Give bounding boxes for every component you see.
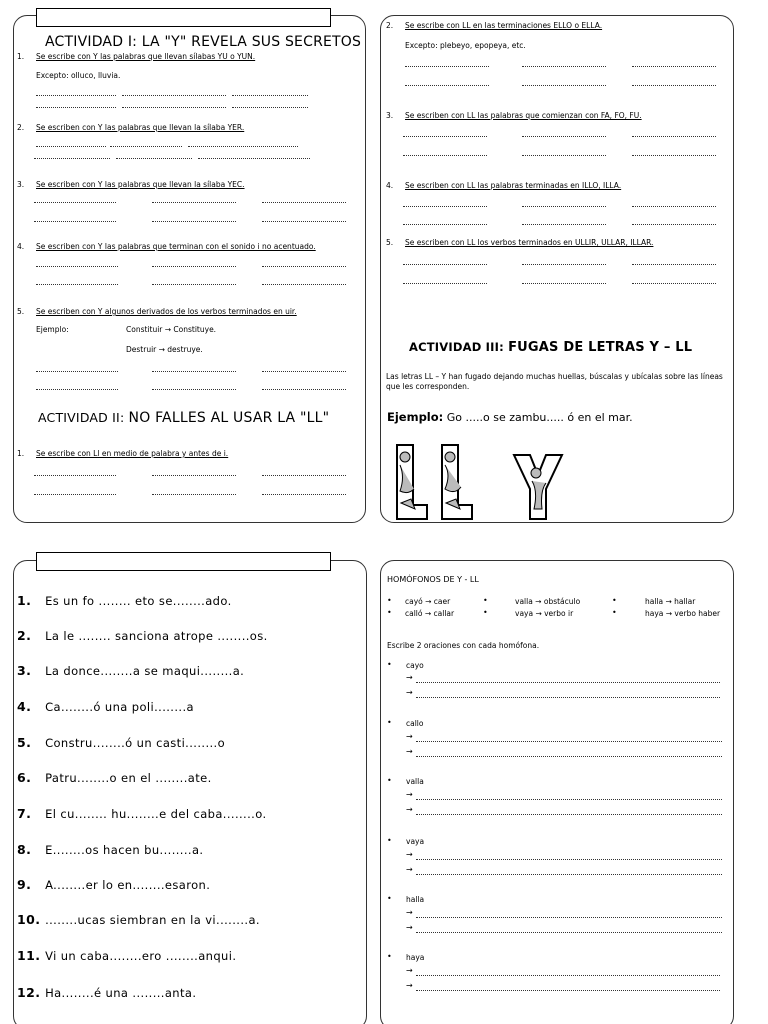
activity-1-title: ACTIVIDAD I: LA "Y" REVELA SUS SECRETOS (45, 34, 362, 50)
arrow-icon: → (406, 966, 413, 975)
arrow-icon: → (406, 865, 413, 874)
answer-line[interactable] (34, 202, 116, 203)
sentence-line[interactable] (416, 859, 722, 860)
homophone-word: cayo (406, 661, 424, 670)
answer-line[interactable] (116, 158, 192, 159)
answer-line[interactable] (632, 155, 716, 156)
sentence-line[interactable] (416, 682, 720, 683)
exercise-item[interactable]: 2. La le ........ sanciona atrope ........os. (17, 628, 268, 643)
answer-line[interactable] (188, 146, 298, 147)
answer-line[interactable] (262, 371, 346, 372)
sentence-line[interactable] (416, 990, 720, 991)
exception-note-2: Excepto: plebeyo, epopeya, etc. (405, 41, 526, 50)
activity-2-title: ACTIVIDAD II: NO FALLES AL USAR LA "LL" (38, 410, 330, 426)
exercise-item[interactable]: 1. Es un fo ........ eto se........ado. (17, 593, 232, 608)
homophones-panel (380, 560, 734, 1024)
answer-line[interactable] (405, 66, 489, 67)
answer-line[interactable] (632, 224, 716, 225)
answer-line[interactable] (262, 221, 346, 222)
homophone-pair: vaya → verbo ir (515, 609, 574, 618)
arrow-icon: → (406, 908, 413, 917)
sentence-line[interactable] (416, 874, 722, 875)
answer-line[interactable] (632, 66, 716, 67)
sentence-line[interactable] (416, 756, 722, 757)
answer-line[interactable] (262, 389, 346, 390)
homophone-word: callo (406, 719, 424, 728)
answer-line[interactable] (403, 136, 487, 137)
exercise-item[interactable]: 11. Vi un caba........ero ........anqui. (17, 948, 237, 963)
answer-line[interactable] (152, 389, 236, 390)
homophone-pair: cayó → caer (405, 597, 451, 606)
activity-3-instructions: Las letras LL – Y han fugado dejando muchas huellas, búscalas y ubícalas sobre las líneas que les corresponden. (386, 372, 723, 391)
answer-line[interactable] (36, 146, 106, 147)
answer-line[interactable] (232, 95, 308, 96)
answer-line[interactable] (34, 475, 116, 476)
answer-line[interactable] (632, 85, 716, 86)
exercise-item[interactable]: 9. A........er lo en........esaron. (17, 877, 211, 892)
sentence-line[interactable] (416, 741, 722, 742)
arrow-icon: → (406, 850, 413, 859)
bullet: • (387, 776, 392, 785)
answer-line[interactable] (152, 284, 236, 285)
answer-line[interactable] (152, 494, 236, 495)
answer-line[interactable] (262, 475, 346, 476)
answer-line[interactable] (34, 158, 110, 159)
answer-line[interactable] (152, 221, 236, 222)
bullet: • (387, 952, 392, 961)
exercise-item[interactable]: 3. La donce........a se maqui........a. (17, 663, 245, 678)
activity-panel-1 (13, 15, 366, 523)
answer-line[interactable] (36, 266, 118, 267)
exception-note-1: Excepto: olluco, lluvia. (36, 71, 121, 80)
exercise-item[interactable]: 12. Ha........é una ........anta. (17, 985, 197, 1000)
arrow-icon: → (406, 673, 413, 682)
activity-3-example: Ejemplo: Go .....o se zambu..... ó en el mar. (387, 410, 633, 424)
arrow-icon: → (406, 790, 413, 799)
homophone-word: halla (406, 895, 425, 904)
arrow-icon: → (406, 688, 413, 697)
answer-line[interactable] (403, 283, 487, 284)
answer-line[interactable] (403, 224, 487, 225)
answer-line[interactable] (110, 146, 182, 147)
homophone-word: haya (406, 953, 425, 962)
answer-line[interactable] (34, 221, 116, 222)
exercise-item[interactable]: 5. Constru........ó un casti........o (17, 735, 226, 750)
answer-line[interactable] (262, 494, 346, 495)
answer-line[interactable] (522, 206, 606, 207)
arrow-icon: → (406, 805, 413, 814)
answer-line[interactable] (403, 206, 487, 207)
answer-line[interactable] (403, 264, 487, 265)
bullet: • (483, 596, 488, 605)
homophones-instruction: Escribe 2 oraciones con cada homófona. (387, 641, 540, 650)
answer-line[interactable] (152, 475, 236, 476)
answer-line[interactable] (262, 284, 346, 285)
bullet: • (387, 894, 392, 903)
sentence-line[interactable] (416, 975, 720, 976)
exercise-item[interactable]: 8. E........os hacen bu........a. (17, 842, 204, 857)
homophones-title: HOMÓFONOS DE Y - LL (387, 575, 479, 584)
answer-line[interactable] (522, 66, 606, 67)
answer-line[interactable] (36, 389, 118, 390)
homophone-pair: valla → obstáculo (515, 597, 581, 606)
example-destruir: Destruir → destruye. (126, 345, 203, 354)
answer-line[interactable] (198, 158, 310, 159)
answer-line[interactable] (152, 202, 236, 203)
exercise-item[interactable]: 7. El cu........ hu........e del caba........o. (17, 806, 267, 821)
example-constituir: Constituir → Constituye. (126, 325, 217, 334)
bullet: • (387, 718, 392, 727)
answer-line[interactable] (522, 283, 606, 284)
arrow-icon: → (406, 732, 413, 741)
sentence-line[interactable] (416, 814, 722, 815)
bullet: • (387, 836, 392, 845)
arrow-icon: → (406, 981, 413, 990)
homophone-word: vaya (406, 837, 425, 846)
answer-line[interactable] (36, 107, 116, 108)
answer-line[interactable] (36, 371, 118, 372)
arrow-icon: → (406, 923, 413, 932)
answer-line[interactable] (262, 202, 346, 203)
answer-line[interactable] (632, 264, 716, 265)
answer-line[interactable] (522, 136, 606, 137)
answer-line[interactable] (122, 107, 226, 108)
name-box[interactable] (36, 552, 331, 571)
answer-line[interactable] (405, 85, 489, 86)
sentence-line[interactable] (416, 932, 722, 933)
answer-line[interactable] (522, 85, 606, 86)
activity-3-title: ACTIVIDAD III: FUGAS DE LETRAS Y – LL (409, 340, 693, 355)
answer-line[interactable] (632, 206, 716, 207)
bullet: • (612, 596, 617, 605)
answer-line[interactable] (152, 371, 236, 372)
answer-line[interactable] (232, 107, 308, 108)
answer-line[interactable] (522, 224, 606, 225)
homophone-pair: calló → callar (405, 609, 455, 618)
bullet: • (483, 608, 488, 617)
bullet: • (612, 608, 617, 617)
answer-line[interactable] (403, 155, 487, 156)
answer-line[interactable] (122, 95, 226, 96)
exercise-item[interactable]: 10. ........ucas siembran en la vi........a. (17, 912, 260, 927)
answer-line[interactable] (522, 155, 606, 156)
sentence-line[interactable] (416, 917, 722, 918)
name-box[interactable] (36, 8, 331, 27)
sentence-line[interactable] (416, 799, 722, 800)
arrow-icon: → (406, 747, 413, 756)
homophone-pair: halla → hallar (645, 597, 696, 606)
ll-y-letters-illustration (392, 443, 572, 521)
answer-line[interactable] (262, 266, 346, 267)
answer-line[interactable] (34, 494, 116, 495)
answer-line[interactable] (522, 264, 606, 265)
answer-line[interactable] (152, 266, 236, 267)
answer-line[interactable] (632, 283, 716, 284)
sentence-line[interactable] (416, 697, 720, 698)
answer-line[interactable] (36, 284, 118, 285)
homophone-word: valla (406, 777, 424, 786)
answer-line[interactable] (36, 95, 116, 96)
exercise-item[interactable]: 4. Ca........ó una poli........a (17, 699, 194, 714)
answer-line[interactable] (632, 136, 716, 137)
bullet: • (387, 608, 392, 617)
bullet: • (387, 596, 392, 605)
example-label: Ejemplo: (36, 325, 69, 334)
bullet: • (387, 660, 392, 669)
homophone-pair: haya → verbo haber (645, 609, 721, 618)
exercise-item[interactable]: 6. Patru........o en el ........ate. (17, 770, 212, 785)
